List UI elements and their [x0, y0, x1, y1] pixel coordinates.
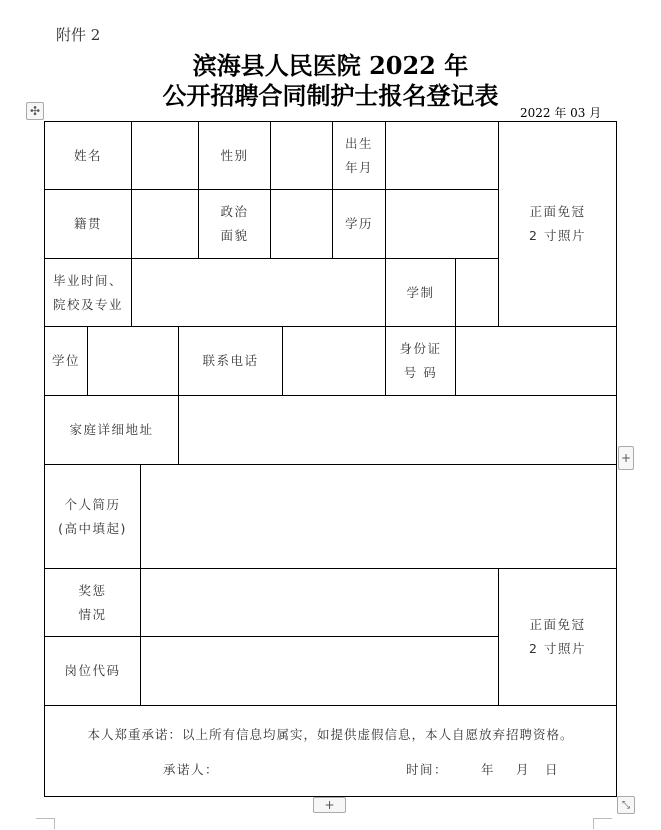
label-birth — [332, 121, 386, 190]
label-id-2: 号 码 — [403, 365, 438, 380]
value-awards[interactable] — [140, 568, 499, 637]
value-id[interactable] — [455, 326, 617, 396]
value-birth[interactable] — [385, 121, 499, 190]
add-column-button[interactable]: + — [618, 446, 634, 470]
label-political — [198, 189, 271, 259]
photo-label-1: 正面免冠 — [529, 204, 586, 219]
table-move-handle-icon[interactable]: ✣ — [26, 102, 44, 120]
value-political[interactable] — [270, 189, 333, 259]
photo-cell-2[interactable] — [498, 568, 617, 706]
value-position-code[interactable] — [140, 636, 499, 706]
label-awards — [44, 568, 141, 637]
table-resize-handle-icon[interactable]: ⤡ — [617, 796, 635, 814]
label-gender: 性别 — [198, 121, 271, 190]
label-birth-2: 年月 — [344, 159, 373, 175]
label-schooling: 学制 — [385, 258, 456, 327]
label-graduation-1: 毕业时间、 — [53, 272, 124, 288]
label-graduation-2: 院校及专业 — [53, 296, 124, 312]
month-label: 月 — [516, 762, 531, 777]
value-native-place[interactable] — [131, 189, 199, 259]
label-resume — [44, 464, 141, 569]
label-name: 姓名 — [44, 121, 132, 190]
label-education: 学历 — [332, 189, 386, 259]
value-name[interactable] — [131, 121, 199, 190]
title-line-2: 公开招聘合同制护士报名登记表 — [162, 81, 499, 110]
year-label: 年 — [481, 762, 496, 777]
photo-cell[interactable] — [498, 121, 617, 327]
pledge-text: 本人郑重承诺：以上所有信息均属实，如提供虚假信息，本人自愿放弃招聘资格。 — [87, 727, 574, 742]
attachment-label: 附件 2 — [56, 26, 101, 44]
label-id — [385, 326, 456, 396]
value-gender[interactable] — [270, 121, 333, 190]
page-corner-mark — [593, 818, 612, 829]
label-id-1: 身份证 — [399, 341, 442, 356]
time-label: 时间： — [406, 762, 449, 777]
label-native-place: 籍贯 — [44, 189, 132, 259]
value-education[interactable] — [385, 189, 499, 259]
label-political-1: 政治 — [220, 204, 249, 219]
label-resume-2: (高中填起) — [58, 520, 127, 536]
photo2-label-2: 2 寸照片 — [529, 641, 586, 656]
value-schooling[interactable] — [455, 258, 499, 327]
label-awards-1: 奖惩 — [78, 582, 107, 598]
page-corner-mark — [36, 818, 55, 829]
form-date: 2022 年 03 月 — [520, 106, 602, 120]
day-label: 日 — [545, 762, 560, 777]
label-graduation — [44, 258, 132, 327]
value-resume[interactable] — [140, 464, 617, 569]
label-position-code: 岗位代码 — [44, 636, 141, 706]
label-resume-1: 个人简历 — [64, 496, 121, 512]
add-row-button[interactable]: + — [313, 797, 346, 813]
value-address[interactable] — [178, 395, 617, 465]
title-line-1: 滨海县人民医院 2022 年 — [192, 51, 469, 80]
label-phone: 联系电话 — [178, 326, 283, 396]
value-graduation[interactable] — [131, 258, 386, 327]
label-birth-1: 出生 — [344, 135, 373, 151]
pledge-cell — [44, 705, 617, 797]
label-political-2: 面貌 — [220, 228, 249, 243]
label-degree: 学位 — [44, 326, 88, 396]
label-address: 家庭详细地址 — [44, 395, 179, 465]
value-degree[interactable] — [87, 326, 179, 396]
value-phone[interactable] — [282, 326, 386, 396]
photo2-label-1: 正面免冠 — [529, 617, 586, 632]
label-awards-2: 情况 — [78, 606, 107, 622]
photo-label-2: 2 寸照片 — [529, 228, 586, 243]
signer-label: 承诺人： — [163, 762, 220, 777]
